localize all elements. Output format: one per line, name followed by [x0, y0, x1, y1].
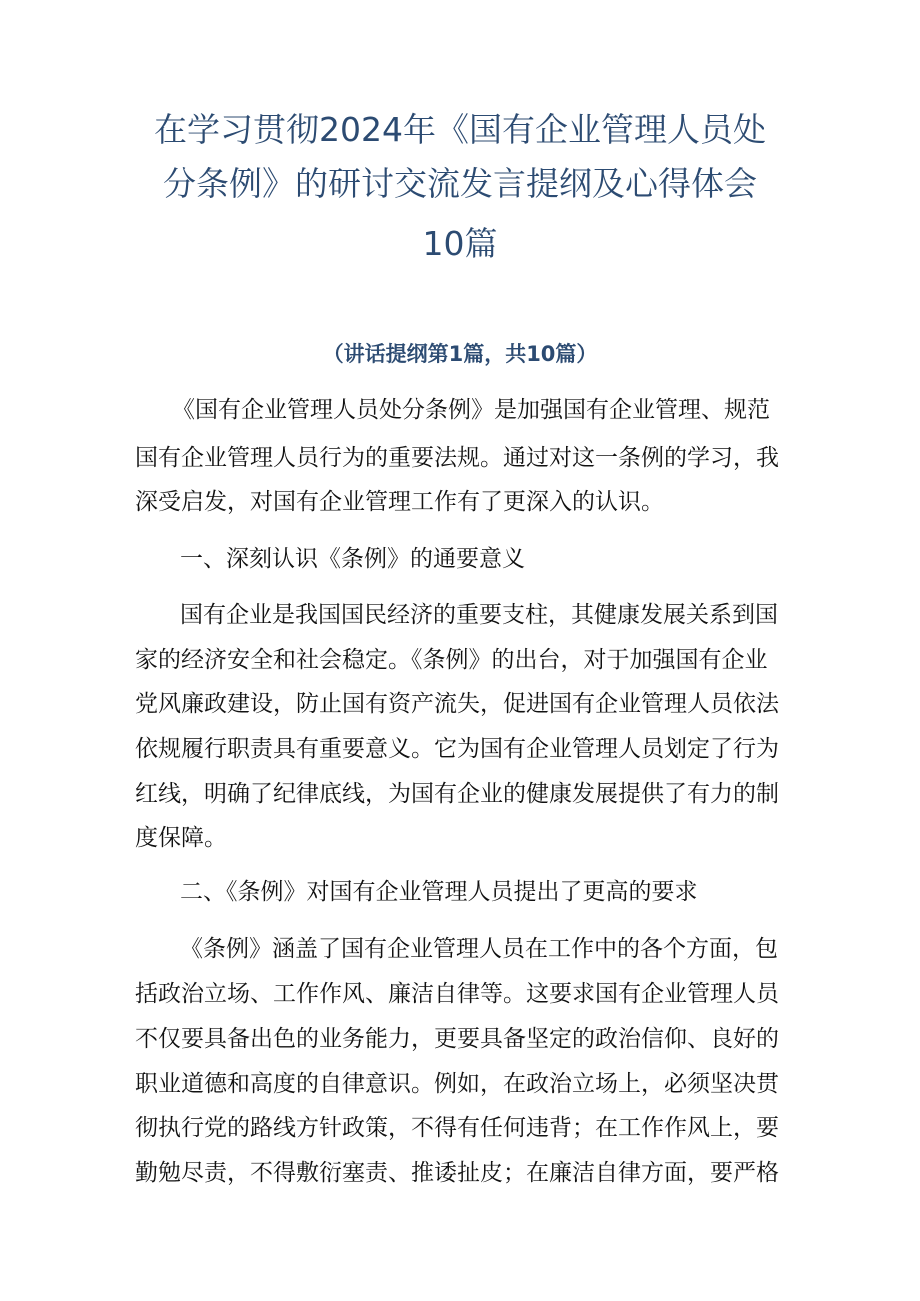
section-1-paragraph-line: 家的经济安全和社会稳定。《条例》的出台，对于加强国有企业 — [135, 647, 768, 673]
document-title-line-3: 10篇 — [422, 224, 498, 263]
section-2-paragraph-line: 勤勉尽责，不得敷衍塞责、推诿扯皮；在廉洁自律方面，要严格 — [135, 1160, 779, 1186]
intro-paragraph-line: 《国有企业管理人员处分条例》是加强国有企业管理、规范 — [172, 397, 770, 423]
section-1-heading: 一、深刻认识《条例》的通要意义 — [180, 546, 525, 572]
section-1-paragraph-line: 国有企业是我国国民经济的重要支柱，其健康发展关系到国 — [180, 602, 778, 628]
section-2-paragraph-line: 《条例》涵盖了国有企业管理人员在工作中的各个方面，包 — [180, 936, 778, 962]
document-title-line-2: 分条例》的研讨交流发言提纲及心得体会 — [163, 164, 757, 203]
section-1-paragraph-line: 红线，明确了纪律底线，为国有企业的健康发展提供了有力的制 — [135, 781, 779, 807]
section-2-heading: 二、《条例》对国有企业管理人员提出了更高的要求 — [180, 879, 698, 905]
section-2-paragraph-line: 括政治立场、工作作风、廉洁自律等。这要求国有企业管理人员 — [135, 981, 779, 1007]
section-2-paragraph-line: 职业道德和高度的自律意识。例如，在政治立场上，必须坚决贯 — [135, 1071, 779, 1097]
intro-paragraph-line: 国有企业管理人员行为的重要法规。通过对这一条例的学习，我 — [135, 445, 779, 471]
section-2-paragraph-line: 彻执行党的路线方针政策，不得有任何违背；在工作作风上，要 — [135, 1115, 779, 1141]
section-2-paragraph-line: 不仅要具备出色的业务能力，更要具备坚定的政治信仰、良好的 — [135, 1026, 779, 1052]
document-title-line-1: 在学习贯彻2024年《国有企业管理人员处 — [154, 110, 766, 149]
intro-paragraph-line: 深受启发，对国有企业管理工作有了更深入的认识。 — [135, 489, 664, 515]
section-1-paragraph-line: 度保障。 — [135, 825, 227, 851]
section-1-paragraph-line: 党风廉政建设，防止国有资产流失，促进国有企业管理人员依法 — [135, 691, 779, 717]
section-1-paragraph-line: 依规履行职责具有重要意义。它为国有企业管理人员划定了行为 — [135, 736, 779, 762]
section-subtitle: （讲话提纲第1篇，共10篇） — [322, 342, 598, 366]
